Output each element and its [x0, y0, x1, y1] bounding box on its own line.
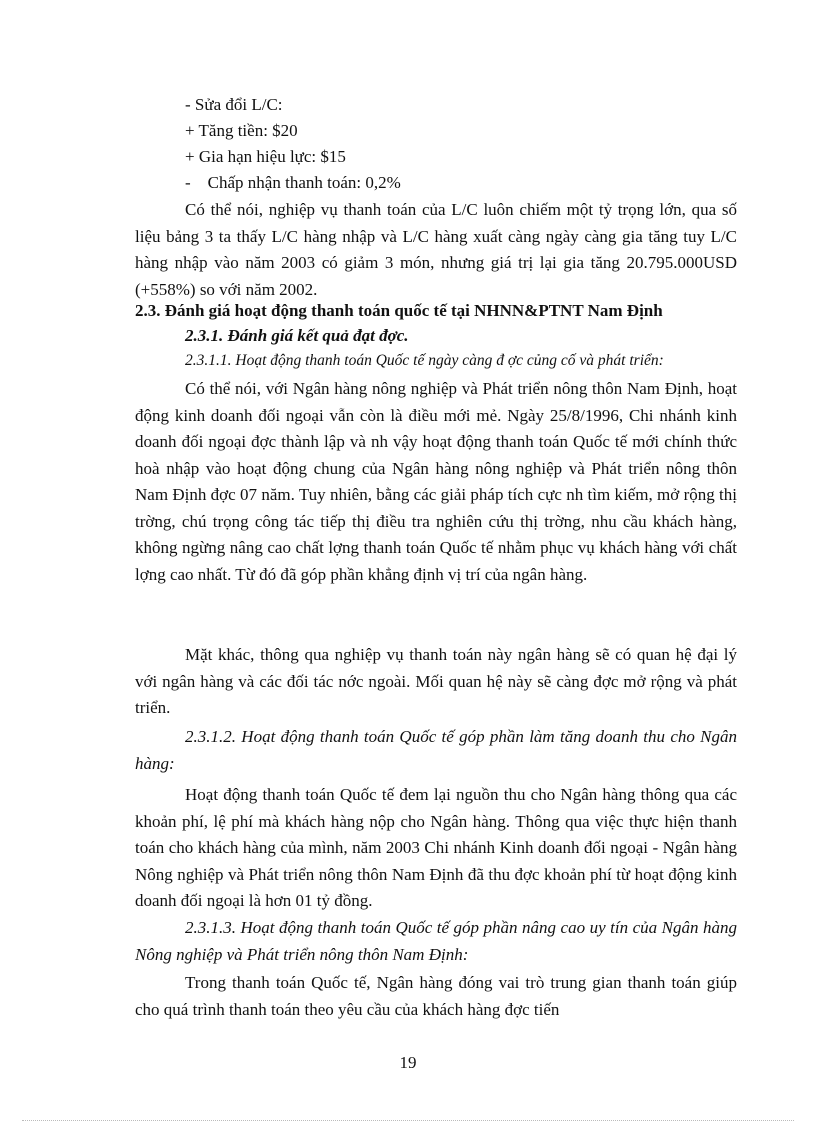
point2-paragraph: Hoạt động thanh toán Quốc tế đem lại nguồn thu cho Ngân hàng thông qua các khoản phí, lệ phí mà khách hàng nộp cho Ngân hàng. Thông qua việc thực hiện thanh toán cho khách hàng của mình, năm 2003 Chi nhánh Kinh doanh đối ngoại - Ngân hàng Nông nghiệp và Phát triển nông thôn Nam Định đã thu đợc khoản phí từ hoạt động kinh doanh đối ngoại là hơn 01 tỷ đồng. [135, 785, 737, 910]
point2-heading: 2.3.1.2. Hoạt động thanh toán Quốc tế góp phần làm tăng doanh thu cho Ngân hàng: [135, 727, 737, 773]
point1-paragraph2: Mặt khác, thông qua nghiệp vụ thanh toán này ngân hàng sẽ có quan hệ đại lý với ngân hàng và các đối tác nớc ngoài. Mối quan hệ này sẽ càng đợc mở rộng và phát triển. [135, 645, 737, 717]
page-bottom-divider [22, 1120, 794, 1121]
point1-paragraph1: Có thể nói, với Ngân hàng nông nghiệp và Phát triển nông thôn Nam Định, hoạt động kinh doanh đối ngoại vẫn còn là điều mới mẻ. Ngày 25/8/1996, Chi nhánh kinh doanh đối ngoại đợc thành lập và nh vậy hoạt động thanh toán Quốc tế mới chính thức hoà nhập vào hoạt động chung của Ngân hàng nông nghiệp và Phát triển nông thôn Nam Định đợc 07 năm. Tuy nhiên, bằng các giải pháp tích cực nh tìm kiếm, mở rộng thị trờng, chú trọng công tác tiếp thị điều tra nghiên cứu thị trờng, nhu cầu khách hàng, không ngừng nâng cao chất lợng thanh toán Quốc tế nhằm phục vụ khách hàng với chất lợng cao nhất. Từ đó đã góp phần khẳng định vị trí của ngân hàng. [135, 379, 737, 584]
fee-item-extend-validity: + Gia hạn hiệu lực: $15 [185, 147, 346, 166]
fee-item-amendment: - Sửa đổi L/C: [185, 95, 283, 114]
point1-heading: 2.3.1.1. Hoạt động thanh toán Quốc tế ngày càng đ ợc củng cố và phát triển: [185, 352, 664, 369]
point3-paragraph: Trong thanh toán Quốc tế, Ngân hàng đóng vai trò trung gian thanh toán giúp cho quá trình thanh toán theo yêu cầu của khách hàng đợc tiến [135, 973, 737, 1019]
page-number: 19 [399, 1053, 417, 1072]
fee-item-increase-amount: + Tăng tiền: $20 [185, 121, 298, 140]
point3-heading: 2.3.1.3. Hoạt động thanh toán Quốc tế góp phần nâng cao uy tín của Ngân hàng Nông nghiệp và Phát triển nông thôn Nam Định: [135, 918, 737, 964]
fee-item-acceptance: - Chấp nhận thanh toán: 0,2% [185, 173, 401, 192]
intro-paragraph: Có thể nói, nghiệp vụ thanh toán của L/C luôn chiếm một tỷ trọng lớn, qua số liệu bảng 3 ta thấy L/C hàng nhập và L/C hàng xuất càng ngày càng gia tăng tuy L/C hàng nhập vào năm 2003 có giảm 3 món, nhưng giá trị lại gia tăng 20.795.000USD (+558%) so với năm 2002. [135, 200, 737, 299]
subsection-heading: 2.3.1. Đánh giá kết quả đạt đợc. [185, 326, 409, 345]
section-heading: 2.3. Đánh giá hoạt động thanh toán quốc tế tại NHNN&PTNT Nam Định [135, 301, 663, 320]
